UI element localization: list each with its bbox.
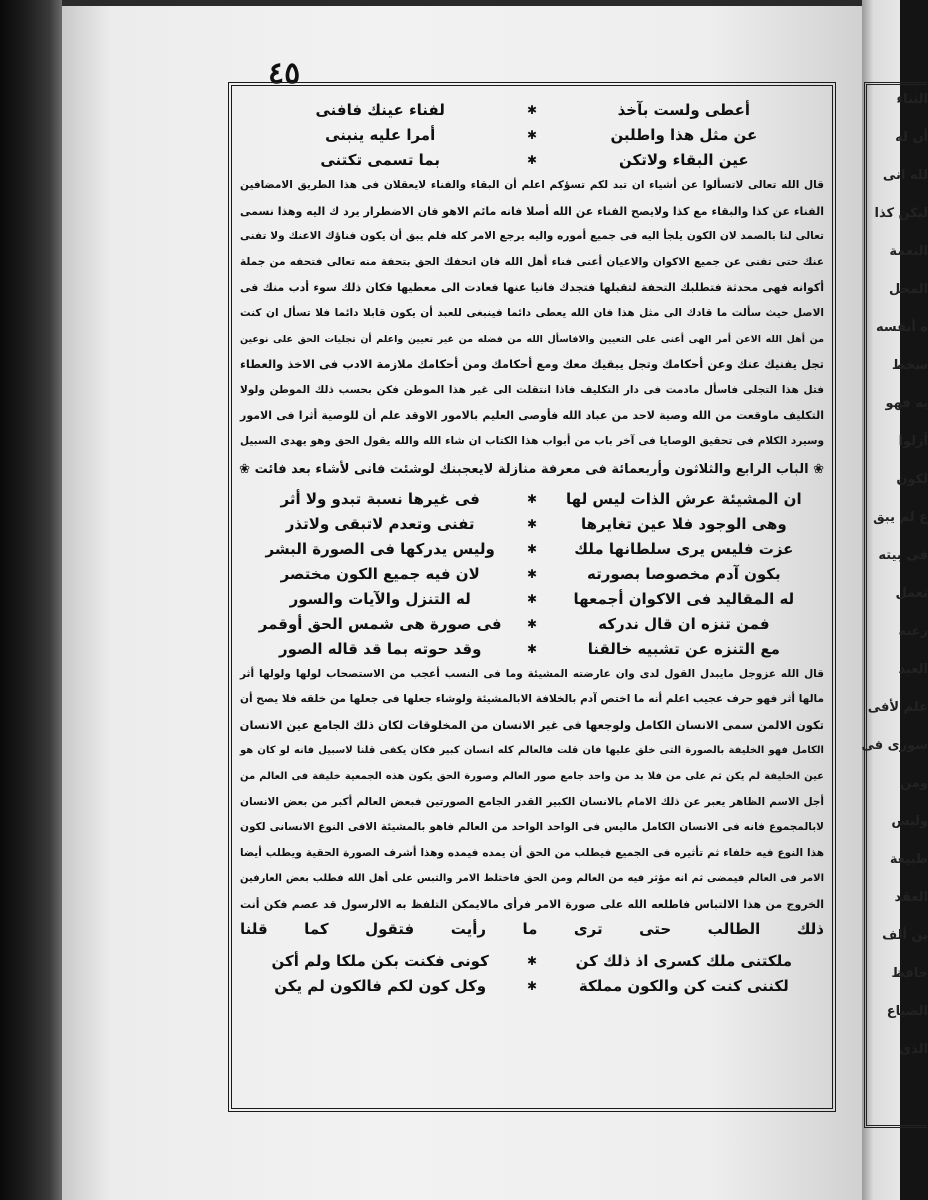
verse-line [240, 974, 824, 999]
heading-ornament-right: ❀ [813, 461, 824, 477]
facing-page-fragment: الذى [899, 1042, 928, 1057]
verse-first-hemistich: وهى الوجود فلا عين تغايرها [580, 514, 787, 533]
facing-page-fragment: ين ألف [882, 928, 928, 943]
verse-first-hemistich: ملكتنى ملك كسرى اذ ذلك كن [575, 952, 793, 971]
verse-separator-icon: ✱ [526, 516, 538, 531]
intro-verses [240, 98, 824, 173]
verse-line [240, 512, 824, 537]
facing-page-fragment: النعمة [889, 244, 928, 259]
verse-first-hemistich: أعطى ولست بآخذ [617, 101, 751, 119]
verse-second-hemistich: لفناء عينك فافنى [315, 101, 445, 119]
facing-page-fragment: العبد [898, 662, 928, 677]
chapter-heading [240, 457, 824, 483]
text-line: قال الله عزوجل مايبدل القول لدى وان عارضته المشيئة وما فى النسب أعجب من الاستصحاب لولها ولولها أثر [240, 667, 824, 680]
verse-second-hemistich: تفنى وتعدم لاتبقى ولاتذر [285, 514, 475, 533]
facing-page-fragment: العقد [894, 890, 928, 905]
facing-page-edge [861, 0, 928, 1200]
verse-second-hemistich: أمرا عليه ينبنى [325, 126, 436, 144]
verse-line [240, 98, 824, 123]
text-line: أجل الاسم الظاهر يعبر عن ذلك الامام بالانسان الكبير القدر الجامع الصورتين فبعض العالم أكبر من بعض الانسان [240, 795, 824, 808]
verse-separator-icon: ✱ [526, 153, 538, 167]
facing-page-fragment: الضياع [886, 1004, 928, 1019]
verse-second-hemistich: فى صورة هى شمس الحق أوقمر [258, 614, 502, 633]
verse-first-hemistich: بكون آدم مخصوصا بصورته [587, 564, 781, 583]
text-line: التكليف ماوقعت من الله وصية لاحد من عباد الله فأوصى العليم بالامور الاوقد علم أن للوصية أثرا فى الامور [240, 409, 824, 423]
page-number: ٤٥ [268, 56, 301, 91]
text-line: مالها أثر فهو حرف عجيب اعلم أنه ما اختص آدم بالخلافة الابالمشيئة ولوشاء جعلها فى جعلها من خلقه فلا يصح أن [240, 693, 824, 706]
facing-page-fragment: تعمل [895, 586, 928, 601]
text-line: الفناء عن كذا والبقاء مع كذا ولايصح الفناء عن الله أصلا فانه مائم الاهو فان الاضطرار يرد ك اليه وهذا نسمى [240, 204, 824, 218]
facing-page-fragment: سورى فى [861, 738, 928, 753]
facing-page-fragment: أن له [895, 130, 928, 145]
text-line: من أهل الله الاعن أمر الهى أعنى على التعيين والافاسأل الله من فضله من غير تعيين واعلم أن تجليات الحق على نوعين [240, 333, 824, 345]
book-spine-shadow [0, 0, 62, 1200]
verse-separator-icon: ✱ [526, 103, 538, 117]
main-poem [240, 487, 824, 662]
facing-page-fragment: لله انى [882, 168, 928, 183]
facing-page-fragment: فى بيته [878, 548, 928, 563]
verse-line [240, 562, 824, 587]
chapter-heading-text: الباب الرابع والثلاثون وأربعمائة فى معرفة منازلة لايعجبنك لوشئت فانى لأشاء بعد فائت [254, 461, 809, 477]
verse-first-hemistich: فمن تنزه ان قال ندركه [598, 614, 770, 633]
paragraph-1 [240, 173, 824, 455]
facing-page-fragment: رعنه [898, 624, 928, 639]
facing-page-fragment: حافظ [891, 966, 928, 981]
verse-first-hemistich: ان المشيئة عرش الذات ليس لها [566, 489, 802, 508]
paragraph-2 [240, 662, 824, 944]
text-line: الكامل فهو الخليفة بالصورة التى خلق عليها فان قلت فالعالم كله انسان كبير فكان يكفى قلنا لاسبيل فانه لو كان هو [240, 745, 824, 757]
verse-line [240, 537, 824, 562]
facing-page-fragment: لكون [896, 472, 928, 487]
facing-page-fragment: طبيعة [889, 852, 928, 867]
facing-page-fragment: سخط [891, 358, 928, 373]
verse-separator-icon: ✱ [526, 128, 538, 142]
verse-separator-icon: ✱ [526, 591, 538, 606]
text-line: فتل هذا التجلى فاسأل مادمت فى دار التكليف فاذا انتقلت الى غير هذا الموطن فكن بحسب ذلك الموطن ولولا [240, 383, 824, 396]
verse-second-hemistich: وقد حوته بما قد قاله الصور [278, 639, 482, 658]
verse-second-hemistich: بما تسمى تكتنى [320, 151, 440, 169]
text-line: عنك حتى تفنى عن جميع الاكوان والاعيان أعنى فناء أهل الله فان اتحفك الحق بتحفة منه تعالى فتحفه من جملة [240, 255, 824, 268]
facing-page-fragment: وليس [891, 814, 928, 829]
verse-first-hemistich: لكننى كنت كن والكون مملكة [578, 977, 789, 996]
text-line: وسيرد الكلام فى تحقيق الوصايا فى آخر باب من أبواب هذا الكتاب ان شاء الله والله يقول الحق وهو يهدى السبيل [240, 434, 824, 447]
text-line: تكون الالمن سمى الانسان الكامل ولوجعها فى غير الانسان من المخلوقات لكان ذلك الجامع عين الانسان [239, 717, 824, 732]
verse-first-hemistich: عن مثل هذا واطلبن [610, 126, 758, 144]
facing-page-fragment: الثناء [896, 92, 928, 107]
verse-second-hemistich: وكل كون لكم فالكون لم يكن [274, 977, 487, 996]
text-line: قال الله تعالى لاتسألوا عن أشياء ان تبد لكم تسؤكم اعلم أن البقاء والفناء لايعقلان فى هذا الطريق الامضافين [240, 179, 824, 191]
text-line: الامر فى العالم فيمضى ثم انه مؤثر فيه من العالم ومن الحق فاختلط الامر والتبس على أهل الله فطلب بعض العارفين [240, 873, 824, 885]
verse-line [240, 949, 824, 974]
text-line: لابالمجموع فانه فى الانسان الكامل ماليس فى الواحد الواحد من العالم فاهو بالمشيئة الافى النوع الانسانى لكون [240, 821, 824, 834]
text-line: عين الخليفة لم يكن ثم على من فلا بد من واحد جامع صور العالم وصورة الحق يكون هذه الجمعية خليفة فى العالم من [240, 770, 824, 782]
verse-separator-icon: ✱ [526, 954, 538, 969]
facing-page-fragment: ليكن كذا [874, 206, 928, 221]
facing-page-fragment: أزلوا [898, 434, 928, 449]
verse-second-hemistich: له التنزل والآيات والسور [289, 589, 471, 608]
verse-line [240, 612, 824, 637]
verse-second-hemistich: فى غيرها نسبة تبدو ولا أثر [280, 489, 480, 508]
verse-second-hemistich: لان فيه جميع الكون مختصر [280, 564, 480, 583]
verse-first-hemistich: عزت فليس يرى سلطانها ملك [574, 539, 794, 558]
text-line: أكوانه فهى محدثة فتطلبك التحفة لتقبلها فتجدك فانيا عنها فعادت الى معطيها فكان ذلك سوء أدب منك فى [240, 281, 824, 295]
facing-page-fragment: المحل [888, 282, 928, 297]
page-top-edge [62, 0, 872, 6]
text-line: ذلك الطالب حتى ترى ما رأيت فتقول كما قلنا [240, 920, 824, 939]
verse-separator-icon: ✱ [526, 541, 538, 556]
verse-line [240, 637, 824, 662]
facing-page-fragment: ه أنفسه [875, 320, 928, 335]
verse-line [240, 487, 824, 512]
verse-separator-icon: ✱ [526, 491, 538, 506]
page-text [240, 94, 824, 1100]
verse-line [240, 587, 824, 612]
text-line: تجل يفنيك عنك وعن أحكامك وتجل يبقيك معك ومع أحكامك ومن أحكامك ملازمة الادب فى الاخذ والعطاء [240, 357, 824, 372]
text-line: الخروج من هذا الالتباس فاطلعه الله على صورة الامر فرأى مالايمكن التلفظ به الالرسول قد عصم فكن أنت [240, 897, 824, 911]
heading-ornament-left: ❀ [239, 461, 251, 477]
verse-first-hemistich: له المقاليد فى الاكوان أجمعها [573, 589, 795, 608]
verse-separator-icon: ✱ [526, 979, 538, 994]
verse-line [240, 123, 824, 148]
verse-separator-icon: ✱ [526, 616, 538, 631]
verse-second-hemistich: كونى فكنت بكن ملكا ولم أكن [271, 952, 489, 971]
text-line: تعالى لنا بالصمد لان الكون يلجأ اليه فى جميع أموره واليه يرجع الامر كله فلم يبق أن يكون فناؤك الاعنك ولا تفنى [240, 230, 824, 243]
text-line: هذا النوع فيه خلفاء ثم تأثيره فى الجميع فيطلب من الحق أن يمده فيمده وهذا أشرف الصورة الحقية ويطلب أيضا [240, 846, 824, 859]
text-line: الاصل حيث سألت ما قادك الى مثل هذا فان الله يعطى دائما فينبغى للعبد أن يكون قابلا دائما فلا تسأل ان كنت [240, 306, 824, 319]
verse-line [240, 148, 824, 173]
facing-page-fragment: ومن [900, 776, 928, 791]
facing-page-fragment: علم لأفى [867, 700, 928, 715]
text-frame [228, 82, 836, 1112]
closing-verses [240, 949, 824, 999]
verse-first-hemistich: عين البقاء ولاتكن [619, 151, 749, 169]
verse-separator-icon: ✱ [526, 641, 538, 656]
facing-page-fragment: ع لم يبق [873, 510, 928, 525]
verse-second-hemistich: وليس يدركها فى الصورة البشر [265, 539, 495, 558]
facing-page-fragment: يه فهو [885, 396, 928, 411]
verse-first-hemistich: مع التنزه عن تشبيه خالقنا [587, 639, 780, 658]
verse-separator-icon: ✱ [526, 566, 538, 581]
